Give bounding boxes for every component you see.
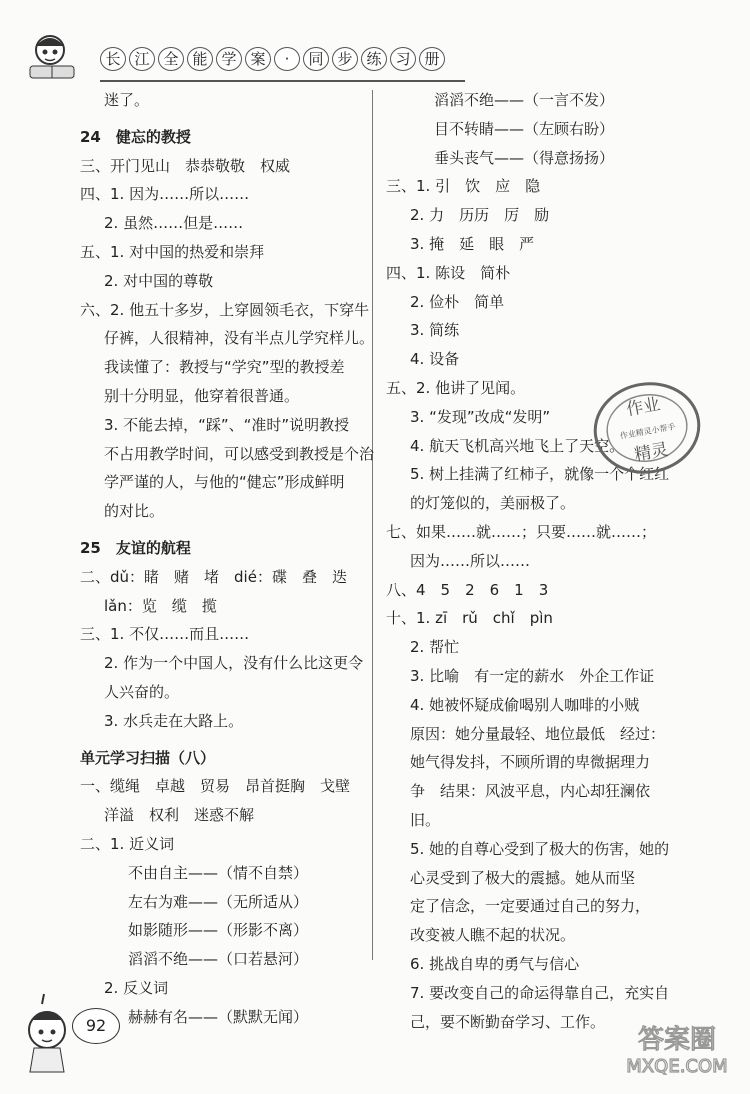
answer-line: 一、缆绳 卓越 贸易 昂首挺胸 戈壁 [80,777,351,796]
answer-line: 六、2. 他五十多岁，上穿圆领毛衣，下穿牛 [80,300,370,319]
answer-line: 的对比。 [104,502,165,521]
cartoon-kid-icon [12,990,82,1080]
title-char: 长 [100,47,126,71]
answer-line: 己，要不断勤奋学习、工作。 [410,1012,606,1031]
answer-line: 赫赫有名——（默默无闻） [128,1007,309,1026]
homework-sprite-stamp [585,371,710,485]
left-column [80,86,375,1032]
title-char: 练 [361,47,387,71]
header-rule [100,80,465,82]
boy-reading-icon [20,32,90,82]
section-heading: 24 健忘的教授 [80,127,191,146]
page-header [20,32,450,82]
answer-line: 十、1. zī rǔ chǐ pìn [386,609,553,628]
answer-line: 2. 反义词 [104,978,169,997]
page-number: 92 [72,1008,120,1044]
title-char: 步 [332,47,358,71]
answer-line: 改变被人瞧不起的状况。 [410,926,576,945]
column-divider [372,90,373,960]
answer-line: 五、2. 他讲了见闻。 [386,378,526,397]
title-char: 案 [245,47,271,71]
answer-line: 争 结果：风波平息，内心却狂澜依 [410,782,651,801]
answer-line: 4. 设备 [410,350,460,369]
answer-line: 3. 掩 延 眼 严 [410,234,535,253]
stamp-ring-text: 作业精灵小帮手 [619,422,676,441]
answer-line: 二、1. 近义词 [80,834,175,853]
answer-line: 如影随形——（形影不离） [128,921,309,940]
answer-line: 迷了。 [104,91,150,109]
answer-line: 学严谨的人，与他的“健忘”形成鲜明 [104,473,345,492]
answer-line: 三、1. 不仅……而且…… [80,625,250,644]
stamp-top-text: 作业 [624,394,662,421]
answer-line: 仔裤，人很精神，没有半点儿学究样儿。 [104,329,375,348]
answer-line: 2. 帮忙 [410,638,460,657]
answer-line: 2. 作为一个中国人，没有什么比这更令 [104,654,364,673]
watermark-name: 答案圈 [637,1025,717,1055]
answer-line: 三、开门见山 恭恭敬敬 权威 [80,156,291,175]
answer-line: 3. 不能去掉，“踩”、“准时”说明教授 [104,415,350,434]
answer-line: 七、如果……就……；只要……就……； [386,522,657,541]
answer-line: 3. 简练 [410,321,460,340]
answer-line: 五、1. 对中国的热爱和崇拜 [80,242,265,261]
site-watermark [612,1018,742,1078]
watermark-url: MXQE.COM [626,1056,728,1077]
answer-line: 不由自主——（情不自禁） [128,863,309,882]
answer-line: 她气得发抖，不顾所谓的卑微据理力 [410,753,651,772]
answer-line: 4. 她被怀疑成偷喝别人咖啡的小贼 [410,695,640,714]
answer-line: 滔滔不绝——（口若悬河） [128,950,309,969]
section-gap [80,526,370,534]
title-char: 同 [303,47,329,71]
answer-line: 2. 俭朴 简单 [410,292,505,311]
answer-line: 四、1. 陈设 简朴 [386,263,511,282]
answer-line: 3. “发现”改成“发明” [410,407,551,426]
title-char: · [274,47,300,71]
answer-line: 6. 挑战自卑的勇气与信心 [410,954,580,973]
title-char: 江 [129,47,155,71]
answer-line: 定了信念，一定要通过自己的努力， [410,897,651,916]
answer-line: 2. 虽然……但是…… [104,214,244,233]
series-title [100,46,445,72]
answer-line: 4. 航天飞机高兴地飞上了天空。 [410,436,625,455]
section-gap [80,115,370,123]
answer-line: 2. 力 历历 厉 励 [410,206,550,225]
answer-line: 洋溢 权利 迷惑不解 [104,806,255,825]
answer-line: 四、1. 因为……所以…… [80,185,250,204]
stamp-bottom-text: 精灵 [632,439,670,466]
answer-line: 左右为难——（无所适从） [128,892,309,911]
answer-line: 因为……所以…… [410,551,531,570]
answer-line: 目不转睛——（左顾右盼） [434,119,615,138]
title-char: 全 [158,47,184,71]
answer-line: 三、1. 引 饮 应 隐 [386,177,541,196]
answer-line: 7. 要改变自己的命运得靠自己，充实自 [410,983,670,1002]
answer-line: lǎn：览 缆 揽 [104,596,217,615]
answer-line: 别十分明显，他穿着很普通。 [104,386,300,405]
answer-line: 3. 比喻 有一定的薪水 外企工作证 [410,666,655,685]
answer-line: 垂头丧气——（得意扬扬） [434,148,615,167]
answer-line: 人兴奋的。 [104,682,180,701]
right-column [386,86,686,1036]
answer-line: 2. 对中国的尊敬 [104,271,214,290]
answer-line: 5. 她的自尊心受到了极大的伤害，她的 [410,839,670,858]
answer-line: 我读懂了：教授与“学究”型的教授差 [104,358,345,377]
section-gap [80,736,370,744]
answer-line: 3. 水兵走在大路上。 [104,711,244,730]
answer-line: 二、dǔ：睹 赌 堵 dié：碟 叠 迭 [80,567,347,586]
title-char: 册 [419,47,445,71]
answer-line: 旧。 [410,810,441,829]
section-heading: 25 友谊的航程 [80,538,191,557]
answer-line: 5. 树上挂满了红柿子，就像一个个红红 [410,465,670,484]
answer-line: 滔滔不绝——（一言不发） [434,91,615,109]
section-heading: 单元学习扫描（八） [80,748,216,767]
answer-line: 的灯笼似的，美丽极了。 [410,494,576,513]
answer-line: 心灵受到了极大的震撼。她从而坚 [410,868,636,887]
answer-line: 原因：她分量最轻、地位最低 经过： [410,724,666,743]
title-char: 能 [187,47,213,71]
title-char: 学 [216,47,242,71]
answer-line: 不占用教学时间，可以感受到教授是个治 [104,444,375,463]
title-char: 习 [390,47,416,71]
answer-line: 八、4 5 2 6 1 3 [386,580,549,599]
